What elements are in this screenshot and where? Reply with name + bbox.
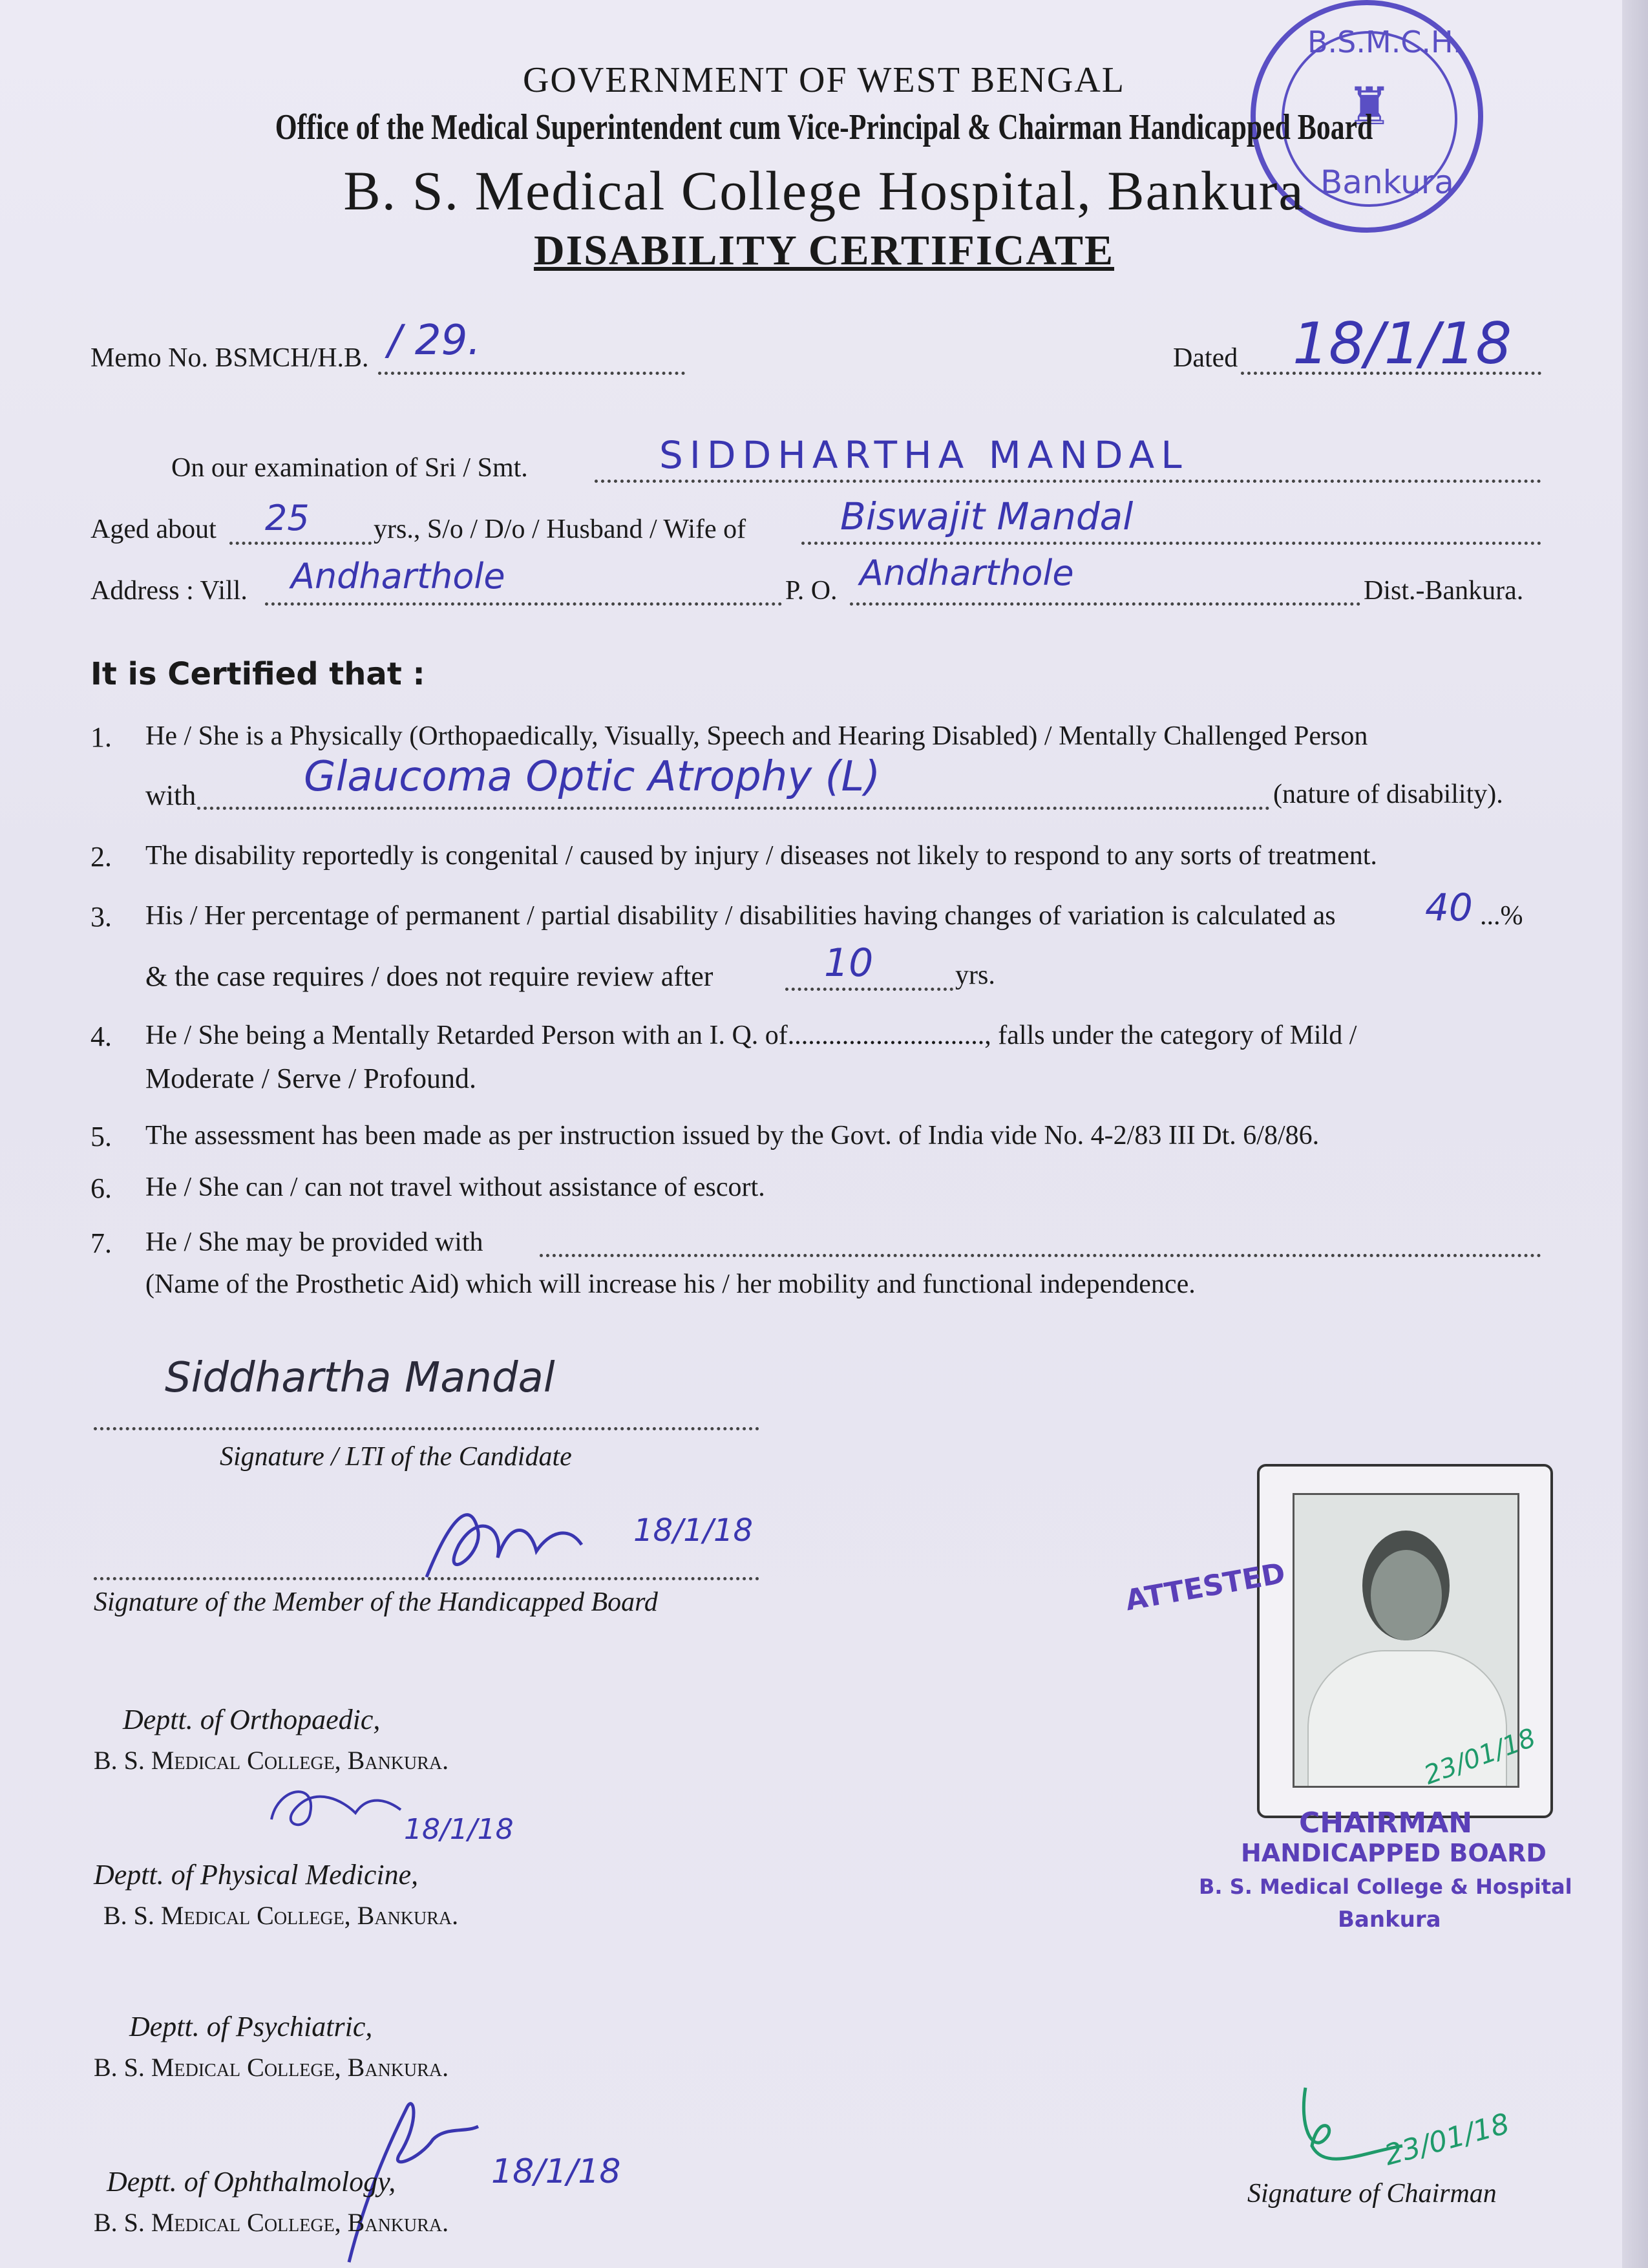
- item-4-text: He / She being a Mentally Retarded Person with an I. Q. of............................., falls under the category of Mild /: [145, 1021, 1357, 1050]
- percent-suffix: ...%: [1480, 901, 1523, 931]
- member-sig-label: Signature of the Member of the Handicapped Board: [94, 1587, 658, 1617]
- village-name: Andharthole: [291, 556, 505, 597]
- review-years: 10: [824, 940, 874, 986]
- dept-ophthalmology: Deptt. of Ophthalmology,: [107, 2166, 396, 2198]
- chairman-sig-date: 23/01/18: [1380, 2107, 1513, 2172]
- certificate-title: DISABILITY CERTIFICATE: [533, 227, 1115, 274]
- item-1-text: He / She is a Physically (Orthopaedically, Visually, Speech and Hearing Disabled) / Mentally Challenged Person: [145, 721, 1368, 751]
- review-dotline: [785, 988, 953, 991]
- photo-sig-date: 23/01/18: [1420, 1722, 1540, 1791]
- physical-medicine-signature: [259, 1774, 427, 1845]
- dept-ophthalmology-college: B. S. Medical College, Bankura.: [94, 2208, 449, 2237]
- govt-heading: GOVERNMENT OF WEST BENGAL: [522, 60, 1126, 100]
- chairman-stamp: CHAIRMAN: [1299, 1807, 1473, 1839]
- member-sig-date: 18/1/18: [633, 1512, 754, 1549]
- dept-orthopaedic: Deptt. of Orthopaedic,: [123, 1704, 381, 1735]
- town-stamp: Bankura: [1338, 1907, 1441, 1933]
- vill-dotline: [265, 602, 782, 606]
- item-6-number: 6.: [90, 1172, 112, 1204]
- item-5-number: 5.: [90, 1121, 112, 1152]
- po-label: P. O.: [785, 576, 838, 606]
- district-label: Dist.-Bankura.: [1364, 576, 1524, 606]
- item-3-text: His / Her percentage of permanent / partial disability / disabilities having changes of variation is calculated as: [145, 901, 1336, 931]
- dept-psychiatric-college: B. S. Medical College, Bankura.: [94, 2053, 449, 2082]
- emblem-icon: ♜: [1346, 79, 1393, 136]
- disability-nature: Glaucoma Optic Atrophy (L): [304, 753, 881, 801]
- item-1-nature-label: (nature of disability).: [1273, 779, 1503, 809]
- candidate-sig-label: Signature / LTI of the Candidate: [220, 1442, 572, 1472]
- seal-bottom-text: Bankura: [1320, 164, 1454, 201]
- item-7-text: He / She may be provided with: [145, 1227, 483, 1257]
- college-stamp: B. S. Medical College & Hospital: [1199, 1874, 1572, 1899]
- item-2-text: The disability reportedly is congenital / caused by injury / diseases not likely to respond to any sorts of treatment.: [145, 841, 1377, 871]
- dept-psychiatric: Deptt. of Psychiatric,: [129, 2011, 373, 2042]
- item-6-text: He / She can / can not travel without assistance of escort.: [145, 1172, 765, 1202]
- photo-face: [1371, 1550, 1442, 1640]
- item-4-text-2: Moderate / Serve / Profound.: [145, 1063, 476, 1094]
- chairman-sig-label: Signature of Chairman: [1247, 2179, 1497, 2209]
- certified-heading: It is Certified that :: [90, 656, 425, 692]
- item-3-review-text: & the case requires / does not require review after: [145, 960, 713, 992]
- item-2-number: 2.: [90, 841, 112, 873]
- item-1-dotline: [197, 807, 1270, 810]
- age-dotline: [229, 542, 372, 545]
- dated-label: Dated: [1173, 343, 1238, 373]
- address-label: Address : Vill.: [90, 576, 248, 606]
- item-7-number: 7.: [90, 1227, 112, 1259]
- post-office: Andharthole: [860, 553, 1074, 593]
- item-7-dotline: [540, 1254, 1541, 1257]
- candidate-age: 25: [265, 498, 310, 538]
- item-1-with-label: with: [145, 779, 196, 811]
- relation-label: yrs., S/o / D/o / Husband / Wife of: [374, 514, 746, 544]
- dated-value: 18/1/18: [1293, 310, 1512, 377]
- office-heading: Office of the Medical Superintendent cum Vice-Principal & Chairman Handicapped Board: [275, 107, 1373, 147]
- candidate-name: SIDDHARTHA MANDAL: [659, 433, 1188, 477]
- member-sig-dotline: [94, 1577, 759, 1580]
- dept-orthopaedic-college: B. S. Medical College, Bankura.: [94, 1746, 449, 1775]
- parent-dotline: [801, 542, 1541, 545]
- ophthalmology-sig-date: 18/1/18: [491, 2152, 621, 2191]
- attested-stamp: ATTESTED: [1123, 1556, 1288, 1618]
- dept-physical-medicine: Deptt. of Physical Medicine,: [94, 1859, 419, 1891]
- name-dotline: [595, 480, 1541, 483]
- memo-label: Memo No. BSMCH/H.B.: [90, 343, 369, 373]
- physical-medicine-sig-date: 18/1/18: [404, 1813, 514, 1846]
- memo-number: / 29.: [388, 317, 481, 365]
- po-dotline: [850, 602, 1360, 606]
- parent-name: Biswajit Mandal: [840, 494, 1134, 538]
- candidate-signature: Siddhartha Mandal: [165, 1354, 555, 1402]
- disability-percent: 40: [1425, 885, 1473, 929]
- item-3-number: 3.: [90, 901, 112, 933]
- exam-label: On our examination of Sri / Smt.: [171, 453, 528, 483]
- item-1-number: 1.: [90, 721, 112, 753]
- item-7-text-2: (Name of the Prosthetic Aid) which will increase his / her mobility and functional independence.: [145, 1269, 1196, 1299]
- item-5-text: The assessment has been made as per instruction issued by the Govt. of India vide No. 4-2/83 III Dt. 6/8/86.: [145, 1121, 1320, 1150]
- board-stamp: HANDICAPPED BOARD: [1241, 1839, 1547, 1867]
- dept-physical-medicine-college: B. S. Medical College, Bankura.: [103, 1901, 459, 1930]
- candidate-sig-dotline: [94, 1427, 759, 1430]
- item-4-number: 4.: [90, 1021, 112, 1052]
- memo-dotline: [378, 372, 685, 375]
- seal-top-text: B.S.M.C.H.: [1307, 25, 1463, 59]
- paper-edge: [1622, 0, 1648, 2268]
- aged-label: Aged about: [90, 514, 217, 544]
- review-suffix: yrs.: [955, 960, 995, 990]
- hospital-heading: B. S. Medical College Hospital, Bankura: [343, 160, 1305, 222]
